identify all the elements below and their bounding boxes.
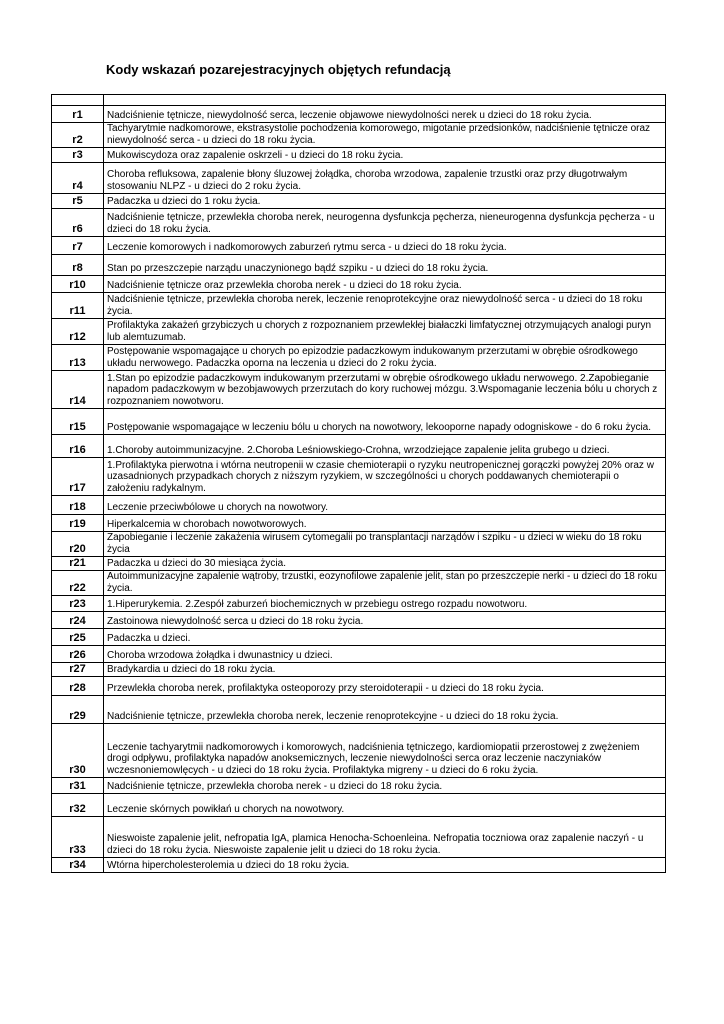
table-row — [52, 194, 666, 209]
table-row — [52, 458, 666, 496]
row-description: 1.Profilaktyka pierwotna i wtórna neutropenii w czasie chemioterapii o ryzyku neutropenicznej gorączki powyżej 20% oraz w uzasadnionych przypadkach chorych z niższym ryzykiem, w szczególności u chorych poddawanych chemioterapii o założeniu radykalnym. — [104, 458, 666, 496]
row-code: r24 — [52, 612, 104, 629]
row-code: r8 — [52, 255, 104, 276]
table-row — [52, 123, 666, 148]
row-description — [104, 95, 666, 106]
row-code: r29 — [52, 696, 104, 724]
table-row — [52, 319, 666, 345]
row-code: r33 — [52, 817, 104, 858]
row-code: r4 — [52, 163, 104, 194]
row-code: r6 — [52, 209, 104, 237]
row-description: Nadciśnienie tętnicze, przewlekła choroba nerek, leczenie renoprotekcyjne - u dzieci do 18 roku życia. — [104, 696, 666, 724]
row-code: r1 — [52, 106, 104, 123]
row-description: Stan po przeszczepie narządu unaczynionego bądź szpiku - u dzieci do 18 roku życia. — [104, 255, 666, 276]
table-row — [52, 663, 666, 677]
row-code: r30 — [52, 724, 104, 778]
row-code: r15 — [52, 409, 104, 435]
row-code: r34 — [52, 858, 104, 873]
row-description: Wtórna hipercholesterolemia u dzieci do 18 roku życia. — [104, 858, 666, 873]
row-description: Przewlekła choroba nerek, profilaktyka osteoporozy przy steroidoterapii - u dzieci do 18 roku życia. — [104, 677, 666, 696]
row-description: Profilaktyka zakażeń grzybiczych u chorych z rozpoznaniem przewlekłej białaczki limfatycznej otrzymujących analogi puryn lub alemtuzumab. — [104, 319, 666, 345]
row-code: r22 — [52, 571, 104, 596]
row-code: r11 — [52, 293, 104, 319]
row-description: Leczenie komorowych i nadkomorowych zaburzeń rytmu serca - u dzieci do 18 roku życia. — [104, 237, 666, 255]
row-description: Bradykardia u dzieci do 18 roku życia. — [104, 663, 666, 677]
row-description: Postępowanie wspomagające u chorych po epizodzie padaczkowym indukowanym przerzutami w obrębie ośrodkowego układu nerwowego. Padaczka oporna na leczenia u dzieci do 2 roku życia. — [104, 345, 666, 371]
table-row — [52, 858, 666, 873]
table-row — [52, 95, 666, 106]
row-code: r16 — [52, 435, 104, 458]
row-code: r26 — [52, 646, 104, 663]
row-description: Mukowiscydoza oraz zapalenie oskrzeli - u dzieci do 18 roku życia. — [104, 148, 666, 163]
row-code: r5 — [52, 194, 104, 209]
row-description: Zapobieganie i leczenie zakażenia wirusem cytomegalii po transplantacji narządów i szpiku - u dzieci w wieku do 18 roku życia — [104, 532, 666, 557]
row-description: Padaczka u dzieci do 1 roku życia. — [104, 194, 666, 209]
table-row — [52, 515, 666, 532]
table-row — [52, 571, 666, 596]
row-description: Zastoinowa niewydolność serca u dzieci do 18 roku życia. — [104, 612, 666, 629]
row-code: r19 — [52, 515, 104, 532]
table-row — [52, 345, 666, 371]
row-code: r32 — [52, 794, 104, 817]
table-row — [52, 237, 666, 255]
row-description: Nadciśnienie tętnicze, przewlekła choroba nerek, leczenie renoprotekcyjne oraz niewydolność serca - u dzieci do 18 roku życia. — [104, 293, 666, 319]
table-row — [52, 557, 666, 571]
table-row — [52, 677, 666, 696]
row-description: 1.Hiperurykemia. 2.Zespół zaburzeń biochemicznych w przebiegu ostrego rozpadu nowotworu. — [104, 596, 666, 612]
row-code: r25 — [52, 629, 104, 646]
row-description: Nadciśnienie tętnicze, przewlekła choroba nerek, neurogenna dysfunkcja pęcherza, nieneurogenna dysfunkcja pęcherza - u dzieci do 18 roku życia. — [104, 209, 666, 237]
table-row — [52, 629, 666, 646]
table-row — [52, 596, 666, 612]
table-row — [52, 209, 666, 237]
row-code: r28 — [52, 677, 104, 696]
row-code: r10 — [52, 276, 104, 293]
row-description: Leczenie skórnych powikłań u chorych na nowotwory. — [104, 794, 666, 817]
row-code: r23 — [52, 596, 104, 612]
table-row — [52, 696, 666, 724]
row-description: Choroba refluksowa, zapalenie błony śluzowej żołądka, choroba wrzodowa, zapalenie trzustki oraz przy długotrwałym stosowaniu NLPZ - u dzieci do 2 roku życia. — [104, 163, 666, 194]
row-code: r18 — [52, 496, 104, 515]
row-description: Padaczka u dzieci do 30 miesiąca życia. — [104, 557, 666, 571]
row-code: r14 — [52, 371, 104, 409]
table-row — [52, 106, 666, 123]
row-code: r12 — [52, 319, 104, 345]
row-description: Nadciśnienie tętnicze, przewlekła choroba nerek - u dzieci do 18 roku życia. — [104, 778, 666, 794]
row-code: r2 — [52, 123, 104, 148]
row-code: r27 — [52, 663, 104, 677]
refund-codes-table — [51, 94, 666, 873]
row-description: Tachyarytmie nadkomorowe, ekstrasystolie pochodzenia komorowego, migotanie przedsionków, nadciśnienie tętnicze oraz niewydolność serca - u dzieci do 18 roku życia. — [104, 123, 666, 148]
row-code: r17 — [52, 458, 104, 496]
row-description: 1.Choroby autoimmunizacyjne. 2.Choroba Leśniowskiego-Crohna, wrzodziejące zapalenie jelita grubego u dzieci. — [104, 435, 666, 458]
row-code: r21 — [52, 557, 104, 571]
table-row — [52, 646, 666, 663]
table-row — [52, 496, 666, 515]
table-row — [52, 532, 666, 557]
row-description: Autoimmunizacyjne zapalenie wątroby, trzustki, eozynofilowe zapalenie jelit, stan po przeszczepie nerki - u dzieci do 18 roku życia. — [104, 571, 666, 596]
row-code — [52, 95, 104, 106]
document-title: Kody wskazań pozarejestracyjnych objętych refundacją — [106, 62, 451, 77]
row-code: r31 — [52, 778, 104, 794]
row-description: Choroba wrzodowa żołądka i dwunastnicy u dzieci. — [104, 646, 666, 663]
row-description: Padaczka u dzieci. — [104, 629, 666, 646]
table-row — [52, 794, 666, 817]
row-code: r13 — [52, 345, 104, 371]
row-description: Nadciśnienie tętnicze, niewydolność serca, leczenie objawowe niewydolności nerek u dzieci do 18 roku życia. — [104, 106, 666, 123]
table-row — [52, 435, 666, 458]
table-row — [52, 255, 666, 276]
table-row — [52, 293, 666, 319]
row-code: r7 — [52, 237, 104, 255]
table-row — [52, 409, 666, 435]
table-row — [52, 817, 666, 858]
table-row — [52, 778, 666, 794]
table-row — [52, 612, 666, 629]
row-description: 1.Stan po epizodzie padaczkowym indukowanym przerzutami w obrębie ośrodkowego układu nerwowego. 2.Zapobieganie napadom padaczkowym w bezobjawowych przerzutach do kory ruchowej mózgu. 3.Wspomaganie leczenia bólu u chorych z rozpoznaniem nowotworu. — [104, 371, 666, 409]
table-row — [52, 148, 666, 163]
row-description: Leczenie tachyarytmii nadkomorowych i komorowych, nadciśnienia tętniczego, kardiomiopatii przerostowej z zwężeniem drogi odpływu, profilaktyka napadów anoksemicznych, leczenie niewydolności serca oraz leczenie naczyniaków wczesnoniemowlęcych - u dzieci do 18 roku życia. Profilaktyka migreny - u dzieci do 6 roku życia. — [104, 724, 666, 778]
row-code: r20 — [52, 532, 104, 557]
table-row — [52, 163, 666, 194]
row-description: Hiperkalcemia w chorobach nowotworowych. — [104, 515, 666, 532]
row-code: r3 — [52, 148, 104, 163]
table-row — [52, 371, 666, 409]
row-description: Nieswoiste zapalenie jelit, nefropatia IgA, plamica Henocha-Schoenleina. Nefropatia toczniowa oraz zapalenie naczyń - u dzieci do 18 roku życia. Nieswoiste zapalenie jelit u dzieci do 18 roku życia. — [104, 817, 666, 858]
row-description: Nadciśnienie tętnicze oraz przewlekła choroba nerek - u dzieci do 18 roku życia. — [104, 276, 666, 293]
row-description: Leczenie przeciwbólowe u chorych na nowotwory. — [104, 496, 666, 515]
table-row — [52, 724, 666, 778]
row-description: Postępowanie wspomagające w leczeniu bólu u chorych na nowotwory, lekooporne napady odogniskowe - do 6 roku życia. — [104, 409, 666, 435]
table-row — [52, 276, 666, 293]
